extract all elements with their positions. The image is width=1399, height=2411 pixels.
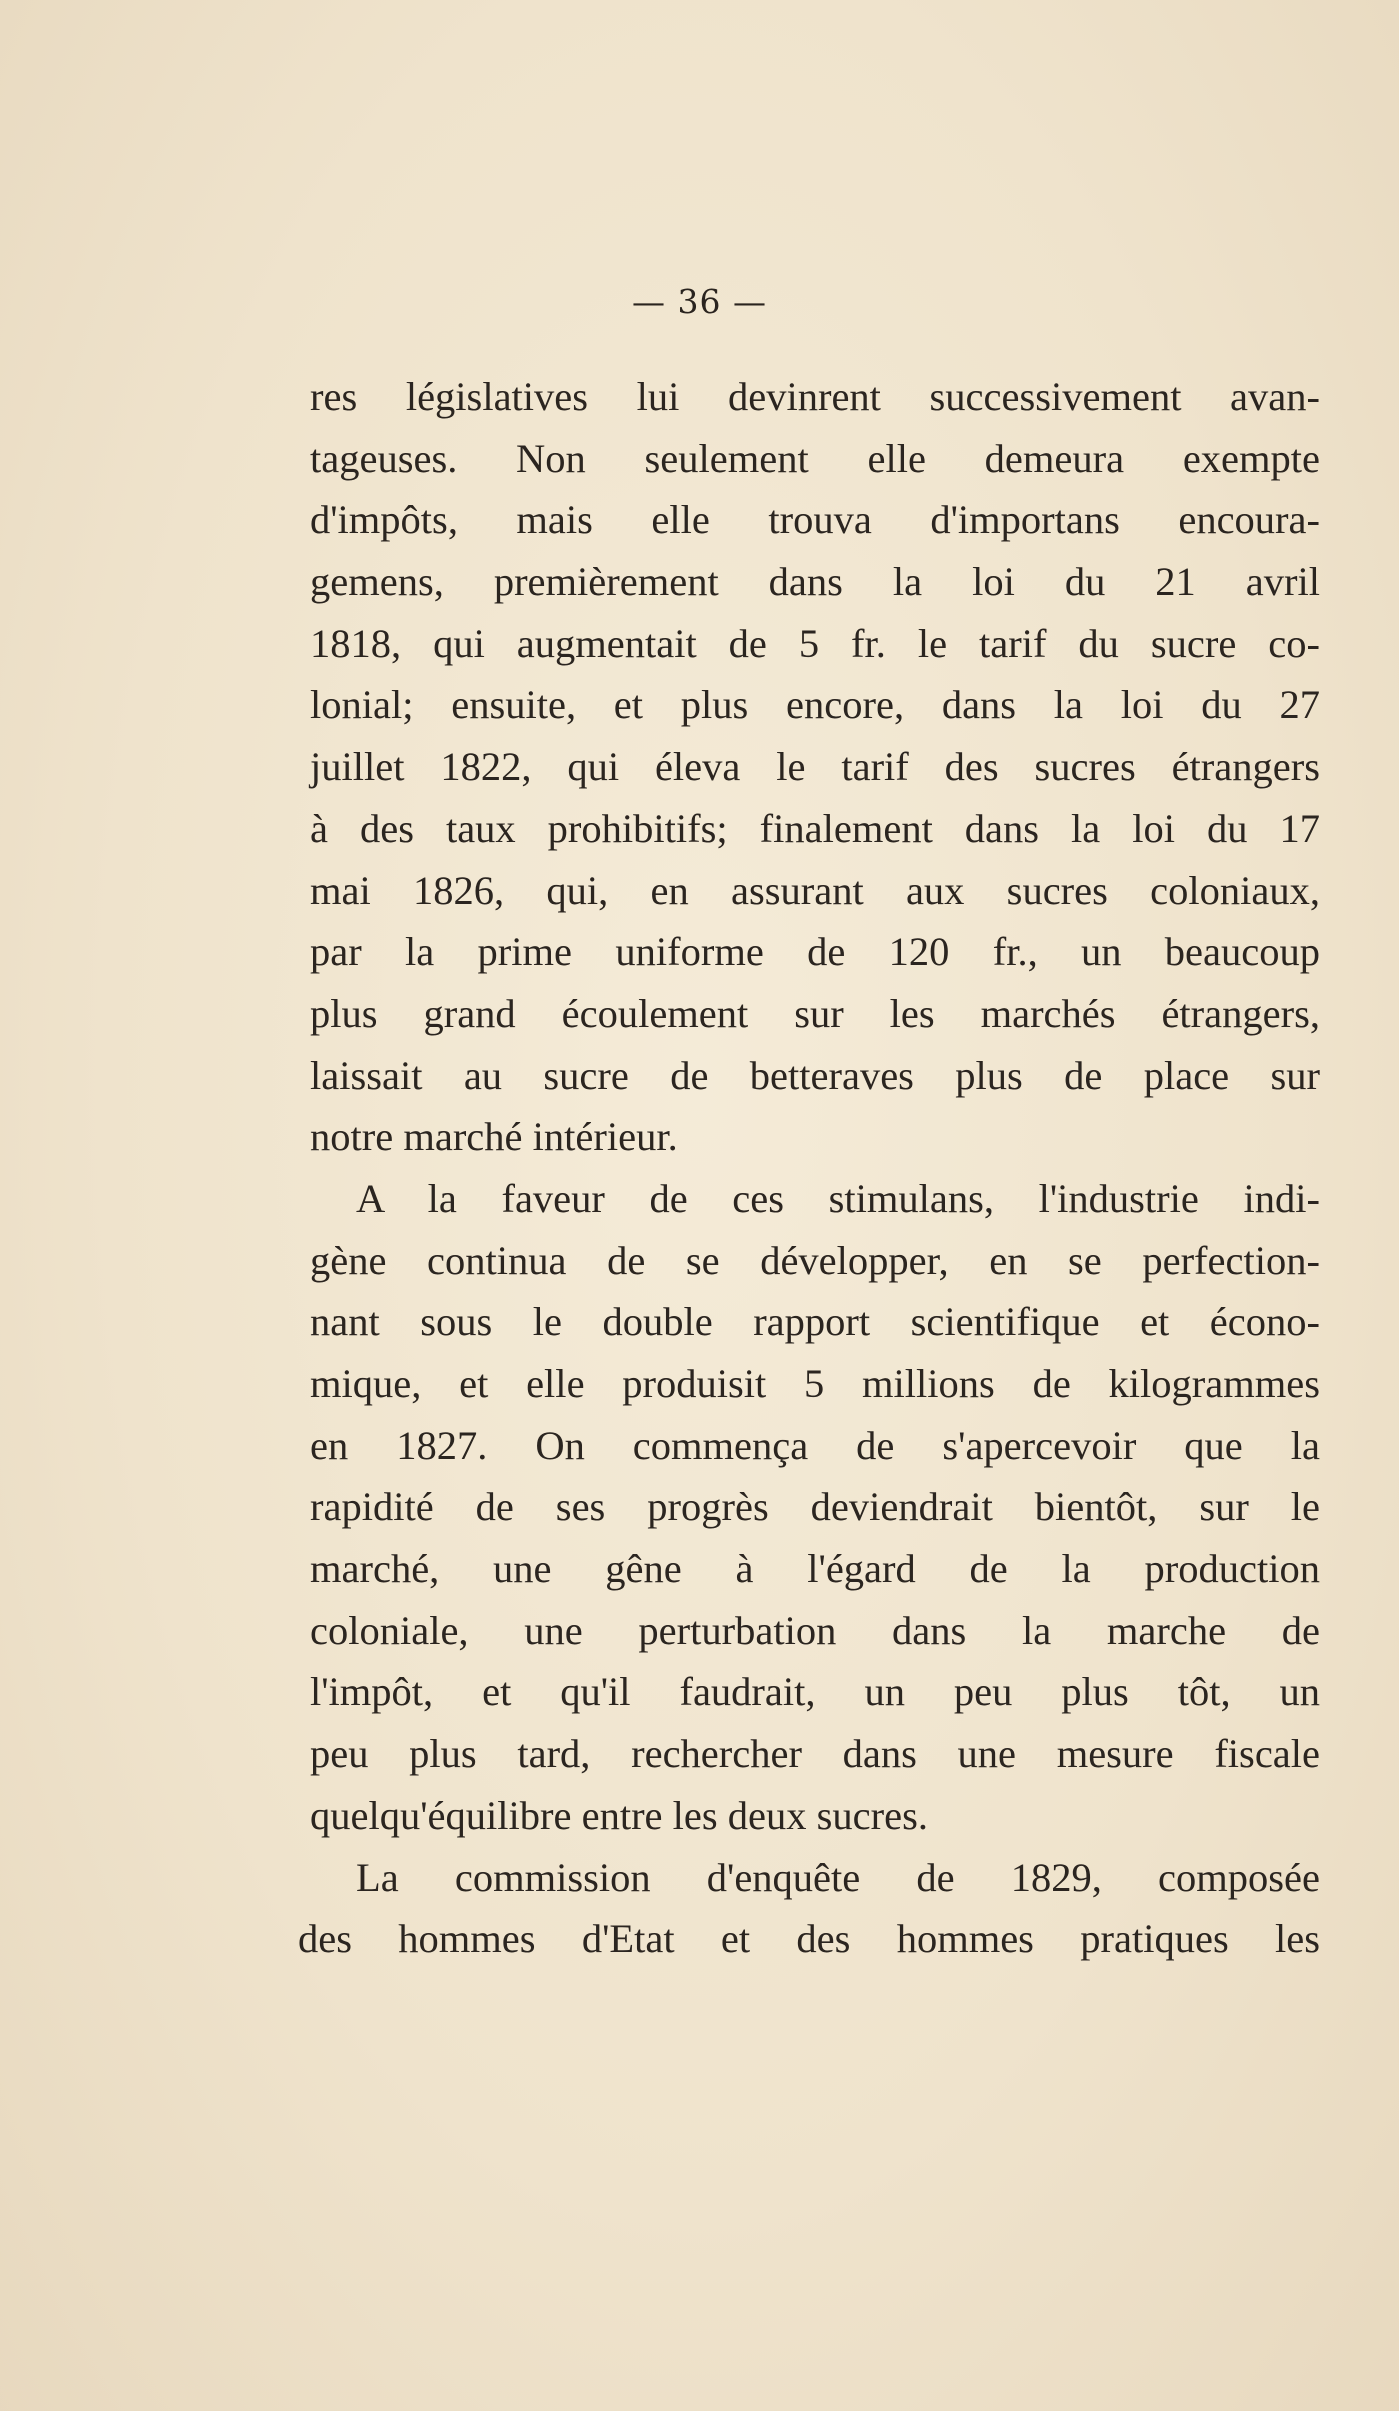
- text-line: rapidité de ses progrès deviendrait bientôt, sur le: [310, 1484, 1320, 1530]
- text-line: mai 1826, qui, en assurant aux sucres coloniaux,: [310, 867, 1320, 913]
- text-line: juillet 1822, qui éleva le tarif des sucres étrangers: [310, 744, 1320, 790]
- text-line: tageuses. Non seulement elle demeura exempte: [310, 435, 1320, 481]
- page-number: — 36 —: [632, 282, 767, 321]
- text-line: gemens, premièrement dans la loi du 21 avril: [310, 559, 1320, 605]
- text-line: peu plus tard, rechercher dans une mesure fiscale: [310, 1731, 1320, 1777]
- body-text: [298, 366, 1320, 1970]
- text-line: d'impôts, mais elle trouva d'importans encoura-: [310, 497, 1320, 543]
- text-line: marché, une gêne à l'égard de la production: [310, 1546, 1320, 1592]
- text-line: quelqu'équilibre entre les deux sucres.: [310, 1792, 928, 1838]
- text-line: mique, et elle produisit 5 millions de kilogrammes: [310, 1361, 1320, 1406]
- text-line: La commission d'enquête de 1829, composée: [356, 1854, 1320, 1900]
- text-line: lonial; ensuite, et plus encore, dans la loi du 27: [310, 682, 1320, 728]
- text-line: l'impôt, et qu'il faudrait, un peu plus tôt, un: [310, 1669, 1320, 1715]
- text-line: 1818, qui augmentait de 5 fr. le tarif du sucre co-: [310, 620, 1320, 666]
- text-line: laissait au sucre de betteraves plus de place sur: [310, 1052, 1320, 1098]
- text-line: nant sous le double rapport scientifique et écono-: [310, 1299, 1320, 1345]
- text-line: en 1827. On commença de s'apercevoir que la: [310, 1422, 1320, 1468]
- text-line: des hommes d'Etat et des hommes pratiques les: [298, 1916, 1320, 1962]
- text-line: à des taux prohibitifs; finalement dans la loi du 17: [310, 805, 1320, 851]
- text-line: notre marché intérieur.: [310, 1114, 678, 1160]
- text-line: res législatives lui devinrent successivement avan-: [310, 374, 1320, 419]
- text-line: A la faveur de ces stimulans, l'industrie indi-: [356, 1175, 1320, 1221]
- text-line: coloniale, une perturbation dans la marche de: [310, 1607, 1320, 1653]
- text-line: gène continua de se développer, en se perfection-: [310, 1237, 1320, 1283]
- text-line: par la prime uniforme de 120 fr., un beaucoup: [310, 929, 1320, 975]
- text-line: plus grand écoulement sur les marchés étrangers,: [310, 990, 1320, 1036]
